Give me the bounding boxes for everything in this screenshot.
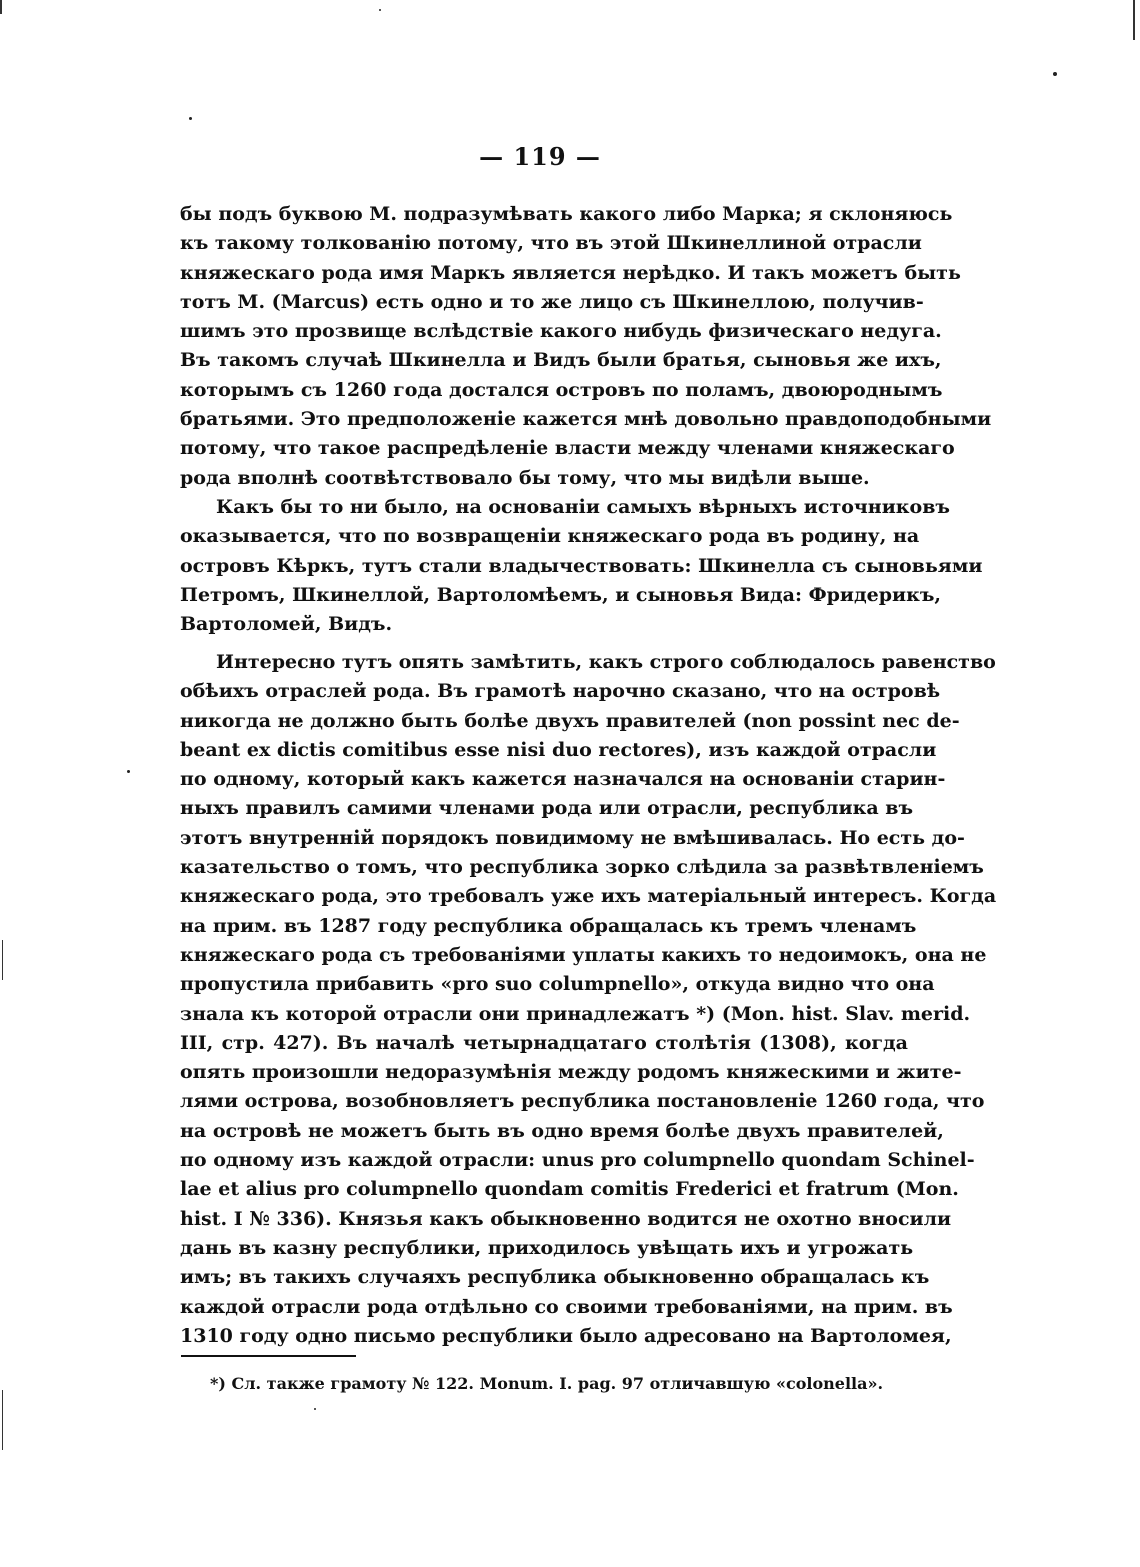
text-line: hist. I № 336). Князья какъ обыкновенно водится не охотно вносили — [180, 1207, 952, 1230]
text-line: каждой отрасли рода отдѣльно со своими требованіями, на прим. въ — [180, 1295, 953, 1318]
text-line: по одному, который какъ кажется назначался на основаніи старин- — [180, 768, 946, 791]
text-line: пропустила прибавить «pro suo columpnello», откуда видно что она — [180, 973, 935, 996]
scan-edge-mark — [0, 0, 2, 14]
scan-speck — [1053, 72, 1057, 76]
text-line: по одному изъ каждой отрасли: unus pro columpnello quondam Schinel- — [180, 1149, 975, 1172]
text-line: бы подъ буквою М. подразумѣвать какого либо Марка; я склоняюсь — [180, 203, 953, 225]
scan-edge-mark — [2, 940, 3, 980]
text-line: этотъ внутренній порядокъ повидимому не вмѣшивалась. Но есть до- — [180, 826, 965, 849]
text-line: никогда не должно быть болѣе двухъ правителей (non possint nec de- — [180, 709, 960, 732]
text-line: казательство о томъ, что республика зорко слѣдила за развѣтвленіемъ — [180, 856, 984, 879]
text-line: на прим. въ 1287 году республика обращалась къ тремъ членамъ — [180, 914, 917, 937]
text-line: Въ такомъ случаѣ Шкинелла и Видъ были братья, сыновья же ихъ, — [180, 349, 942, 372]
text-line: рода вполнѣ соотвѣтствовало бы тому, что мы видѣли выше. — [180, 466, 870, 489]
page-number: — 119 — — [479, 142, 601, 171]
text-line: знала къ которой отрасли они принадлежатъ *) (Mon. hist. Slav. merid. — [180, 1002, 971, 1025]
text-line: 1310 году одно письмо республики было адресовано на Вартоломея, — [180, 1324, 952, 1347]
text-line: которымъ съ 1260 года достался островъ по поламъ, двоюроднымъ — [180, 378, 943, 401]
scan-speck — [379, 9, 381, 11]
main-text — [180, 200, 997, 1351]
text-line: княжескаго рода, это требовалъ уже ихъ матеріальный интересъ. Когда — [180, 885, 997, 908]
scan-speck — [189, 117, 192, 120]
paragraph-1 — [180, 200, 992, 493]
text-line: къ такому толкованію потому, что въ этой Шкинеллиной отрасли — [180, 232, 922, 255]
scan-speck — [314, 1408, 316, 1410]
footnote-rule — [181, 1355, 356, 1357]
text-line: lae et alius pro columpnello quondam comitis Frederici et fratrum (Mon. — [180, 1178, 959, 1201]
text-line: ныхъ правилъ самими членами рода или отрасли, республика въ — [180, 797, 914, 820]
text-line: лями острова, возобновляетъ республика постановленіе 1260 года, что — [180, 1090, 985, 1113]
text-line: обѣихъ отраслей рода. Въ грамотѣ нарочно сказано, что на островѣ — [180, 680, 941, 703]
text-line: тотъ М. (Marcus) есть одно и то же лицо съ Шкинеллою, получив- — [180, 290, 924, 313]
text-line: на островѣ не можетъ быть въ одно время болѣе двухъ правителей, — [180, 1119, 944, 1142]
text-line: Вартоломей, Видъ. — [180, 613, 393, 636]
text-line: княжескаго рода имя Маркъ является нерѣдко. И такъ можетъ быть — [180, 261, 961, 284]
text-line: оказывается, что по возвращеніи княжескаго рода въ родину, на — [180, 525, 920, 548]
text-line: Какъ бы то ни было, на основаніи самыхъ вѣрныхъ источниковъ — [216, 496, 950, 518]
scan-speck — [127, 770, 130, 773]
scan-edge-mark — [1133, 0, 1135, 40]
text-line: шимъ это прозвище вслѣдствіе какого нибудь физическаго недуга. — [180, 320, 942, 343]
text-line: опять произошли недоразумѣнія между родомъ княжескими и жите- — [180, 1061, 962, 1084]
text-line: братьями. Это предположеніе кажется мнѣ довольно правдоподобными — [180, 408, 992, 431]
text-line: островъ Кѣркъ, тутъ стали владычествовать: Шкинелла съ сыновьями — [180, 554, 983, 577]
text-line: Интересно тутъ опять замѣтить, какъ строго соблюдалось равенство — [216, 651, 996, 673]
text-line: потому, что такое распредѣленіе власти между членами княжескаго — [180, 437, 955, 460]
text-line: Петромъ, Шкинеллой, Вартоломѣемъ, и сыновья Вида: Фридерикъ, — [180, 583, 942, 606]
text-line: имъ; въ такихъ случаяхъ республика обыкновенно обращалась къ — [180, 1266, 930, 1289]
text-line: III, стр. 427). Въ началѣ четырнадцатаго столѣтія (1308), когда — [180, 1031, 908, 1054]
paragraph-3 — [180, 648, 997, 1351]
scan-edge-mark — [2, 1390, 3, 1450]
text-line: beant ex dictis comitibus esse nisi duo rectores), изъ каждой отрасли — [180, 738, 937, 761]
footnote: *) Сл. также грамоту № 122. Monum. I. pag. 97 отличавшую «colonella». — [210, 1374, 884, 1393]
paragraph-2 — [180, 493, 983, 645]
text-line: дань въ казну республики, приходилось увѣщать ихъ и угрожать — [180, 1236, 914, 1259]
text-line: княжескаго рода съ требованіями уплаты какихъ то недоимокъ, она не — [180, 943, 987, 966]
